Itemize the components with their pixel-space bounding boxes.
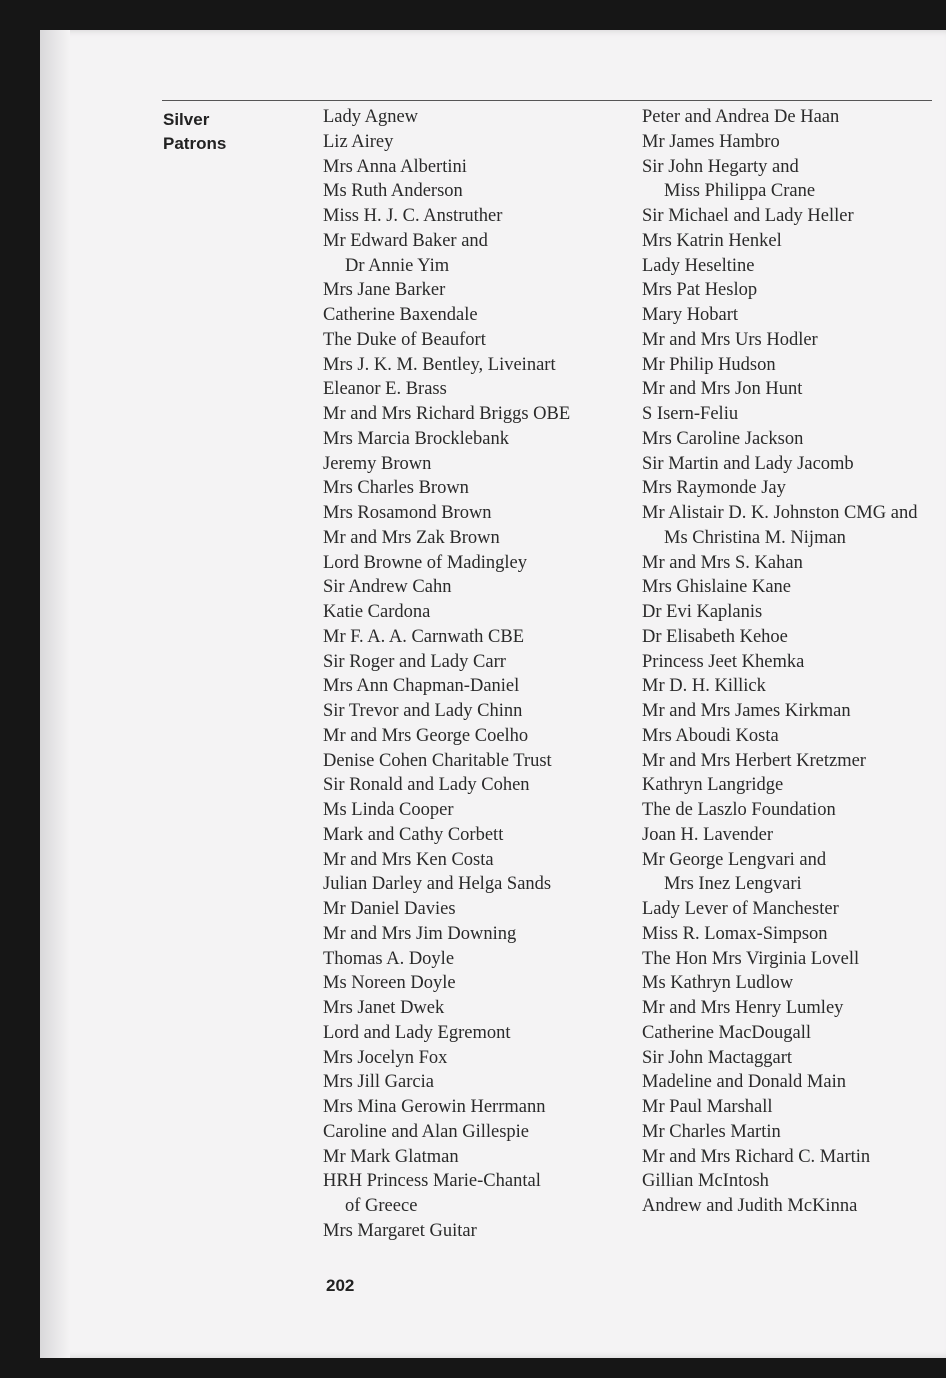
list-item: Kathryn Langridge xyxy=(642,775,784,796)
list-item: Mr and Mrs Richard Briggs OBE xyxy=(323,404,571,424)
list-item: Princess Jeet Khemka xyxy=(642,651,805,672)
list-item: Sir John Hegarty and xyxy=(642,156,799,177)
list-item: Miss H. J. C. Anstruther xyxy=(323,206,503,226)
list-item: Ms Kathryn Ludlow xyxy=(642,973,794,994)
list-item: Mrs Raymonde Jay xyxy=(642,478,786,499)
list-item: Julian Darley and Helga Sands xyxy=(323,874,552,895)
patron-list-column-2 xyxy=(642,105,937,1219)
list-item: Catherine Baxendale xyxy=(323,305,478,325)
list-item: Andrew and Judith McKinna xyxy=(642,1196,858,1216)
list-item: Mr and Mrs Zak Brown xyxy=(323,527,500,548)
list-item: Mr Paul Marshall xyxy=(642,1097,773,1117)
list-item: Dr Annie Yim xyxy=(345,255,450,276)
list-item: Mr and Mrs Herbert Kretzmer xyxy=(642,750,866,771)
section-label-line2: Patrons xyxy=(163,134,227,153)
list-item: Miss R. Lomax-Simpson xyxy=(642,923,828,944)
list-item: Lady Agnew xyxy=(323,107,419,127)
list-item: Katie Cardona xyxy=(323,602,431,622)
list-item: Mr and Mrs George Coelho xyxy=(323,725,529,746)
list-item: Mr James Hambro xyxy=(642,131,780,152)
list-item: Thomas A. Doyle xyxy=(323,948,455,969)
list-item: Joan H. Lavender xyxy=(642,824,773,845)
page-gutter xyxy=(40,30,70,1358)
list-item: of Greece xyxy=(345,1196,418,1216)
list-item: Madeline and Donald Main xyxy=(642,1072,846,1093)
list-item: Mrs J. K. M. Bentley, Liveinart xyxy=(323,354,556,375)
list-item: Mrs Jill Garcia xyxy=(323,1072,434,1093)
list-item: Sir John Mactaggart xyxy=(642,1047,793,1068)
list-item: Mrs Marcia Brocklebank xyxy=(323,428,509,449)
list-item: Mr and Mrs James Kirkman xyxy=(642,701,851,721)
list-item: Sir Andrew Cahn xyxy=(323,577,452,598)
list-item: Mr Alistair D. K. Johnston CMG and xyxy=(642,503,918,523)
list-item: Sir Martin and Lady Jacomb xyxy=(642,453,854,474)
list-item: Mrs Caroline Jackson xyxy=(642,428,804,449)
list-item: Mrs Mina Gerowin Herrmann xyxy=(323,1097,546,1117)
list-item: Liz Airey xyxy=(323,131,394,152)
list-item: Mr Daniel Davies xyxy=(323,899,456,919)
list-item: Mrs Jane Barker xyxy=(323,280,446,301)
list-item: Caroline and Alan Gillespie xyxy=(323,1121,530,1142)
list-item: Denise Cohen Charitable Trust xyxy=(323,750,552,771)
list-item: Mrs Charles Brown xyxy=(323,478,469,499)
list-item: Mr and Mrs Richard C. Martin xyxy=(642,1146,871,1167)
list-item: Mr Philip Hudson xyxy=(642,354,776,375)
list-item: Mrs Katrin Henkel xyxy=(642,230,782,251)
list-item: Dr Elisabeth Kehoe xyxy=(642,626,788,647)
list-item: Sir Trevor and Lady Chinn xyxy=(323,701,523,721)
list-item: Ms Noreen Doyle xyxy=(323,973,456,994)
list-item: Sir Roger and Lady Carr xyxy=(323,651,506,672)
list-item: Mrs Margaret Guitar xyxy=(323,1220,477,1241)
list-item: The de Laszlo Foundation xyxy=(642,800,836,820)
list-item: Mrs Janet Dwek xyxy=(323,998,445,1018)
list-item: HRH Princess Marie-Chantal xyxy=(323,1171,541,1192)
list-item: Mr and Mrs S. Kahan xyxy=(642,552,803,573)
list-item: Lady Heseltine xyxy=(642,255,755,276)
list-item: Sir Ronald and Lady Cohen xyxy=(323,775,530,796)
list-item: Mr George Lengvari and xyxy=(642,849,827,870)
list-item: Gillian McIntosh xyxy=(642,1171,769,1192)
list-item: Lord and Lady Egremont xyxy=(323,1022,511,1043)
list-item: Mr and Mrs Ken Costa xyxy=(323,849,494,870)
list-item: Mrs Aboudi Kosta xyxy=(642,725,779,746)
patron-list-column-1 xyxy=(323,105,633,1244)
list-item: Mr and Mrs Jon Hunt xyxy=(642,379,803,400)
list-item: Ms Ruth Anderson xyxy=(323,181,463,202)
page-number: 202 xyxy=(326,1276,355,1295)
list-item: Mark and Cathy Corbett xyxy=(323,824,504,845)
list-item: Catherine MacDougall xyxy=(642,1022,812,1043)
list-item: Mr D. H. Killick xyxy=(642,676,766,697)
list-item: Mary Hobart xyxy=(642,305,739,325)
list-item: Dr Evi Kaplanis xyxy=(642,602,763,622)
list-item: Mr F. A. A. Carnwath CBE xyxy=(323,626,524,647)
list-item: Ms Linda Cooper xyxy=(323,800,454,820)
list-item: Lord Browne of Madingley xyxy=(323,552,527,573)
list-item: Mrs Anna Albertini xyxy=(323,156,467,177)
list-item: Miss Philippa Crane xyxy=(664,181,816,202)
list-item: Mr Mark Glatman xyxy=(323,1146,459,1167)
list-item: Mr and Mrs Urs Hodler xyxy=(642,329,818,350)
list-item: Peter and Andrea De Haan xyxy=(642,107,840,127)
list-item: Mrs Jocelyn Fox xyxy=(323,1047,448,1068)
list-item: The Duke of Beaufort xyxy=(323,329,486,350)
list-item: Mr and Mrs Jim Downing xyxy=(323,923,517,944)
list-item: Lady Lever of Manchester xyxy=(642,899,839,919)
header-rule xyxy=(162,100,932,101)
list-item: Jeremy Brown xyxy=(323,453,432,474)
section-label-line1: Silver xyxy=(163,110,210,129)
list-item: Mr Charles Martin xyxy=(642,1121,781,1142)
list-item: Mrs Inez Lengvari xyxy=(664,874,802,895)
section-label xyxy=(163,108,303,156)
list-item: Eleanor E. Brass xyxy=(323,379,447,400)
list-item: Mrs Rosamond Brown xyxy=(323,503,492,523)
list-item: Ms Christina M. Nijman xyxy=(664,527,846,548)
list-item: Mr Edward Baker and xyxy=(323,230,488,251)
list-item: Sir Michael and Lady Heller xyxy=(642,206,854,226)
list-item: Mr and Mrs Henry Lumley xyxy=(642,998,844,1018)
list-item: Mrs Pat Heslop xyxy=(642,280,758,301)
list-item: Mrs Ann Chapman-Daniel xyxy=(323,676,520,697)
list-item: The Hon Mrs Virginia Lovell xyxy=(642,948,860,969)
list-item: S Isern-Feliu xyxy=(642,404,739,424)
list-item: Mrs Ghislaine Kane xyxy=(642,577,791,598)
